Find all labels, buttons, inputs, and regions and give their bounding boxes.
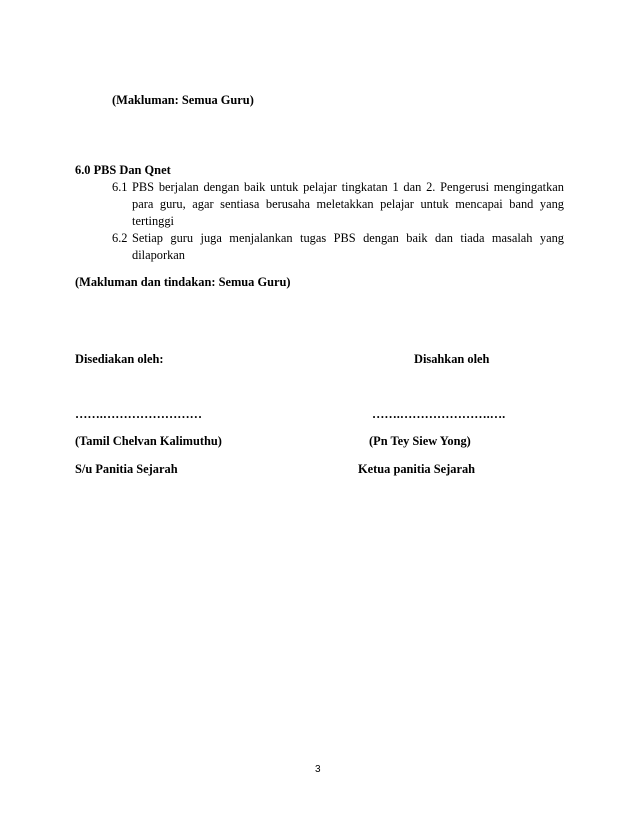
item-line: para guru, agar sentiasa berusaha meletakkan pelajar untuk mencapai band yang (132, 197, 564, 211)
approved-signature-line: …….………………….…. (372, 407, 506, 421)
page-number: 3 (315, 764, 321, 775)
prepared-name: (Tamil Chelvan Kalimuthu) (75, 434, 222, 448)
section-heading: 6.0 PBS Dan Qnet (75, 163, 171, 177)
item-number: 6.1 (112, 180, 128, 194)
item-line: tertinggi (132, 214, 174, 228)
prepared-by-label: Disediakan oleh: (75, 352, 164, 366)
item-line: PBS berjalan dengan baik untuk pelajar tingkatan 1 dan 2. Pengerusi mengingatkan (132, 180, 564, 194)
prepared-title: S/u Panitia Sejarah (75, 462, 178, 476)
item-number: 6.2 (112, 231, 128, 245)
item-line: Setiap guru juga menjalankan tugas PBS dengan baik dan tiada masalah yang (132, 231, 564, 245)
note-makluman: (Makluman: Semua Guru) (112, 93, 254, 107)
item-line: dilaporkan (132, 248, 185, 262)
note-makluman-tindakan: (Makluman dan tindakan: Semua Guru) (75, 275, 291, 289)
approved-by-label: Disahkan oleh (414, 352, 490, 366)
approved-title: Ketua panitia Sejarah (358, 462, 476, 476)
prepared-signature-line: …….…………………… (75, 407, 203, 421)
approved-name: (Pn Tey Siew Yong) (369, 434, 471, 448)
